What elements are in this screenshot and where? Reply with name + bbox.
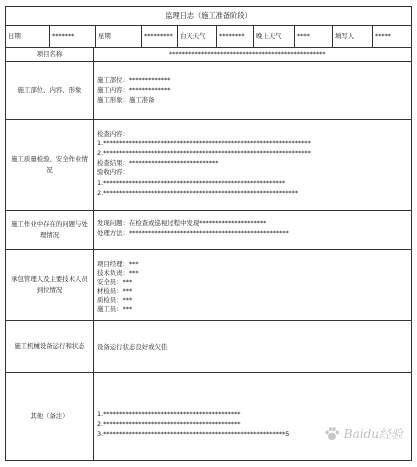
project-label: 项目名称	[6, 47, 94, 61]
inspection-line: 检查结果：****************************	[97, 159, 219, 167]
inspection-line: 检查内容：	[97, 130, 129, 138]
problems-line: 处理方法：**************************************************	[97, 229, 289, 237]
project-value: *************************************************	[169, 50, 326, 58]
other-line: 3.*********************************************************5	[97, 430, 290, 438]
day-weather-value: ********	[217, 25, 254, 47]
problems-line: 发现问题：在检查或巡视过程中发现*********************	[97, 219, 267, 227]
date-value: *******	[50, 25, 96, 47]
construction-content	[95, 62, 411, 119]
watermark-text: Baidu经验	[343, 427, 403, 441]
personnel-label: 承包管理人及主要技术人员到位情况	[6, 250, 94, 320]
day-weather-label: 白天天气	[178, 25, 217, 47]
equipment-row	[6, 321, 411, 373]
construction-line: 施工内容：*************	[97, 86, 171, 94]
personnel-line: 技术负责：***	[97, 269, 139, 277]
date-label: 日期	[6, 25, 50, 47]
inspection-line: 1.*********************************************************	[97, 179, 286, 187]
inspection-label: 施工质量检验、安全作业情况	[6, 120, 94, 210]
night-weather-label: 晚上天气	[254, 25, 295, 47]
personnel-line: 施工员：***	[97, 305, 133, 313]
recorder-label: 填写人	[333, 25, 373, 47]
baidu-paw-icon	[324, 426, 340, 442]
personnel-line: 材检员：***	[97, 287, 133, 295]
other-row	[6, 373, 411, 460]
personnel-line: 安全员：***	[97, 278, 133, 286]
equipment-value: 设备运行状态良好或欠佳	[97, 343, 168, 351]
construction-line: 施工形象：施工准备	[97, 96, 155, 104]
supervision-log-sheet	[5, 6, 412, 461]
info-row	[6, 25, 411, 48]
inspection-line: 2.*****************************************************************	[97, 149, 311, 157]
personnel-line: 项目经理：***	[97, 260, 139, 268]
problems-content	[95, 211, 411, 249]
inspection-line: 2.*************************************************************	[97, 189, 299, 197]
weekday-value: *********	[142, 25, 178, 47]
equipment-content	[95, 321, 411, 372]
other-line: 2.*******************************************	[97, 420, 241, 428]
equipment-label: 施工机械设备运行和状态	[6, 321, 94, 372]
construction-row	[6, 62, 411, 120]
recorder-value: *****	[375, 32, 391, 40]
night-weather-value: ****	[295, 25, 333, 47]
project-content	[95, 47, 411, 61]
problems-row	[6, 211, 411, 250]
inspection-content	[95, 120, 411, 210]
other-line: 1.*******************************************	[97, 410, 241, 418]
personnel-line: 质检员：***	[97, 296, 133, 304]
log-title: 监理日志（施工准备阶段）	[6, 7, 411, 26]
watermark	[324, 425, 403, 442]
other-content	[95, 373, 411, 460]
project-row	[6, 47, 411, 62]
inspection-line: 验收内容：	[97, 168, 129, 176]
inspection-row	[6, 120, 411, 211]
other-label: 其他（备注）	[6, 373, 94, 460]
weekday-label: 星期	[96, 25, 142, 47]
personnel-content	[95, 250, 411, 320]
problems-label: 施工作业中存在的问题与处理情况	[6, 211, 94, 249]
personnel-row	[6, 250, 411, 321]
construction-line: 施工部位：*************	[97, 76, 171, 84]
inspection-line: 1.*****************************************************************	[97, 139, 311, 147]
construction-label: 施工部位、内容、形象	[6, 62, 94, 119]
